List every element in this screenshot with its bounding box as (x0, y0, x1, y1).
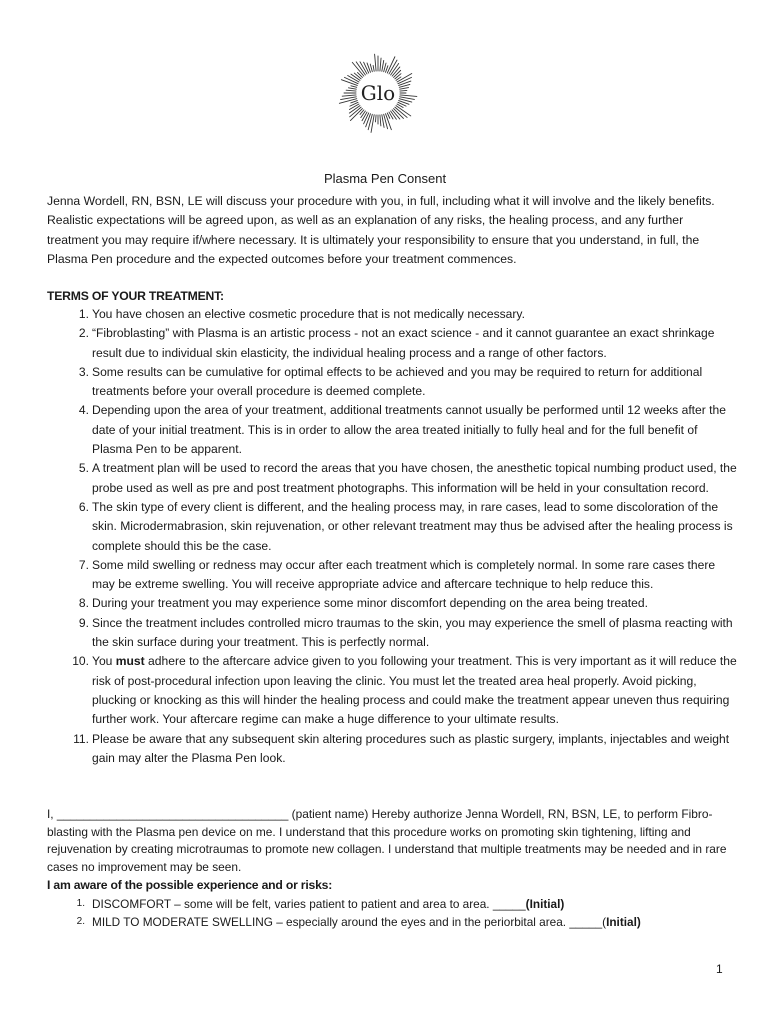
glo-logo (336, 40, 420, 144)
term-item: 8. During your treatment you may experience some minor discomfort depending on the area being treated. (78, 596, 648, 611)
logo-ray (346, 90, 356, 91)
logo-ray (380, 115, 381, 126)
term-item: 6. The skin type of every client is different, and the healing process may, in rare cases, lead to some discoloration of the skin. Microdermabrasion, skin rejuvenation, or other relevant treatment may thus be advised after the healing process is complete should this be the case. (78, 499, 733, 553)
terms-list (47, 305, 737, 768)
risk-item: 1. DISCOMFORT – some will be felt, varies patient to patient and area to area. _____(Initial) (76, 897, 565, 911)
term-item: 3. Some results can be cumulative for optimal effects to be achieved and you may be required to return for additional treatments before your overall procedure is deemed complete. (78, 364, 703, 399)
logo-ray (351, 101, 358, 103)
page-number: 1 (716, 962, 723, 976)
logo-ray (400, 95, 417, 96)
logo-ray (384, 63, 386, 72)
logo-ray (351, 86, 357, 88)
initial-label: Initial) (606, 915, 641, 929)
logo-ray (362, 112, 367, 121)
term-item: 1. You have chosen an elective cosmetic procedure that is not medically necessary. (78, 307, 525, 321)
risks-list (47, 895, 737, 931)
logo-ray (354, 73, 361, 79)
logo-ray (400, 90, 407, 91)
emphasis-must: must (115, 654, 145, 669)
logo-ray (364, 113, 369, 124)
logo-ray (348, 88, 356, 89)
glo-sunburst-logo (336, 40, 420, 144)
terms-heading: TERMS OF YOUR TREATMENT: (47, 289, 224, 303)
term-item: 11. Please be aware that any subsequent skin altering procedures such as plastic surgery, implants, injectables and weight gain may alter the Plasma Pen look. (73, 731, 730, 765)
logo-ray (370, 64, 372, 72)
authorization-paragraph: I, ___________________________________ (patient name) Hereby authorize Jenna Wordell, RN, BSN, LE, to perform Fibro-blasting with the Plasma pen device on me. I understand that this procedure works on promoting skin tightening, lifting and rejuvenation by creating microtraumas to promote new collagen. I understand that multiple treatments may be needed and in rare cases no improvement may be seen. (47, 807, 727, 874)
logo-ray (380, 58, 381, 71)
logo-ray (373, 65, 374, 71)
logo-ray (342, 95, 356, 96)
risks-heading: I am aware of the possible experience and or risks: (47, 878, 333, 892)
risk-item: 2. MILD TO MODERATE SWELLING – especially around the eyes and in the periorbital area. _____(Initial) (76, 915, 641, 929)
logo-ray (400, 88, 409, 90)
term-item: 2. “Fibroblasting” with Plasma is an artistic process - not an exact science - and it cannot guarantee an exact shrinkage result due to individual skin elasticity, the individual healing process and a range of other factors. (78, 326, 715, 360)
logo-ray (375, 54, 376, 71)
term-item: 4. Depending upon the area of your treatment, additional treatments cannot usually be performed until 12 weeks after the date of your initial treatment. This is in order to allow the area treated initially to fully heal and for the full benefit of Plasma Pen to be apparent. (78, 403, 726, 457)
logo-ray (386, 66, 388, 73)
initial-label: (Initial) (525, 897, 565, 911)
intro-paragraph: Jenna Wordell, RN, BSN, LE will discuss your procedure with you, in full, including what it will involve and the likely benefits. Realistic expectations will be agreed upon, as well as an explanation of any risks, the healing process, and any further treatment you may require if/where necessary. It is ultimately your responsibility to ensure that you understand, in full, the Plasma Pen procedure and the expected outcomes before your treatment commences. (47, 194, 715, 266)
logo-ray (382, 61, 384, 72)
term-item: 7. Some mild swelling or redness may occur after each treatment which is completely normal. In some rare cases there may be extreme swelling. You will receive appropriate advice and aftercare technique to help reduce this. (78, 557, 716, 592)
logo-ray (391, 111, 397, 119)
logo-ray (387, 113, 390, 118)
logo-ray (375, 115, 376, 122)
term-item: 9. Since the treatment includes controlled micro traumas to the skin, you may experience the smell of plasma reacting with the skin surface during your treatment. This is perfectly normal. (78, 615, 733, 650)
logo-ray (364, 62, 369, 73)
logo-ray (394, 70, 401, 77)
logo-ray (349, 104, 359, 110)
term-item: 5. A treatment plan will be used to record the areas that you have chosen, the anesthetic topical numbing product used, the probe used as well as pre and post treatment photographs. This information will be held in your consultation record. (78, 461, 737, 495)
document-title: Plasma Pen Consent (323, 171, 447, 186)
term-item: 10. You must adhere to the aftercare advice given to you following your treatment. This is very important as it will reduce the risk of post-procedural infection upon leaving the clinic. You must let the treated area heal properly. Avoid picking, plucking or knocking as this will hinder the healing process and could make the treatment appear uneven thus requiring further work. Your aftercare regime can make a huge difference to your ultimate results. (72, 654, 737, 727)
logo-text: Glo (360, 81, 396, 105)
logo-ray (382, 115, 384, 128)
